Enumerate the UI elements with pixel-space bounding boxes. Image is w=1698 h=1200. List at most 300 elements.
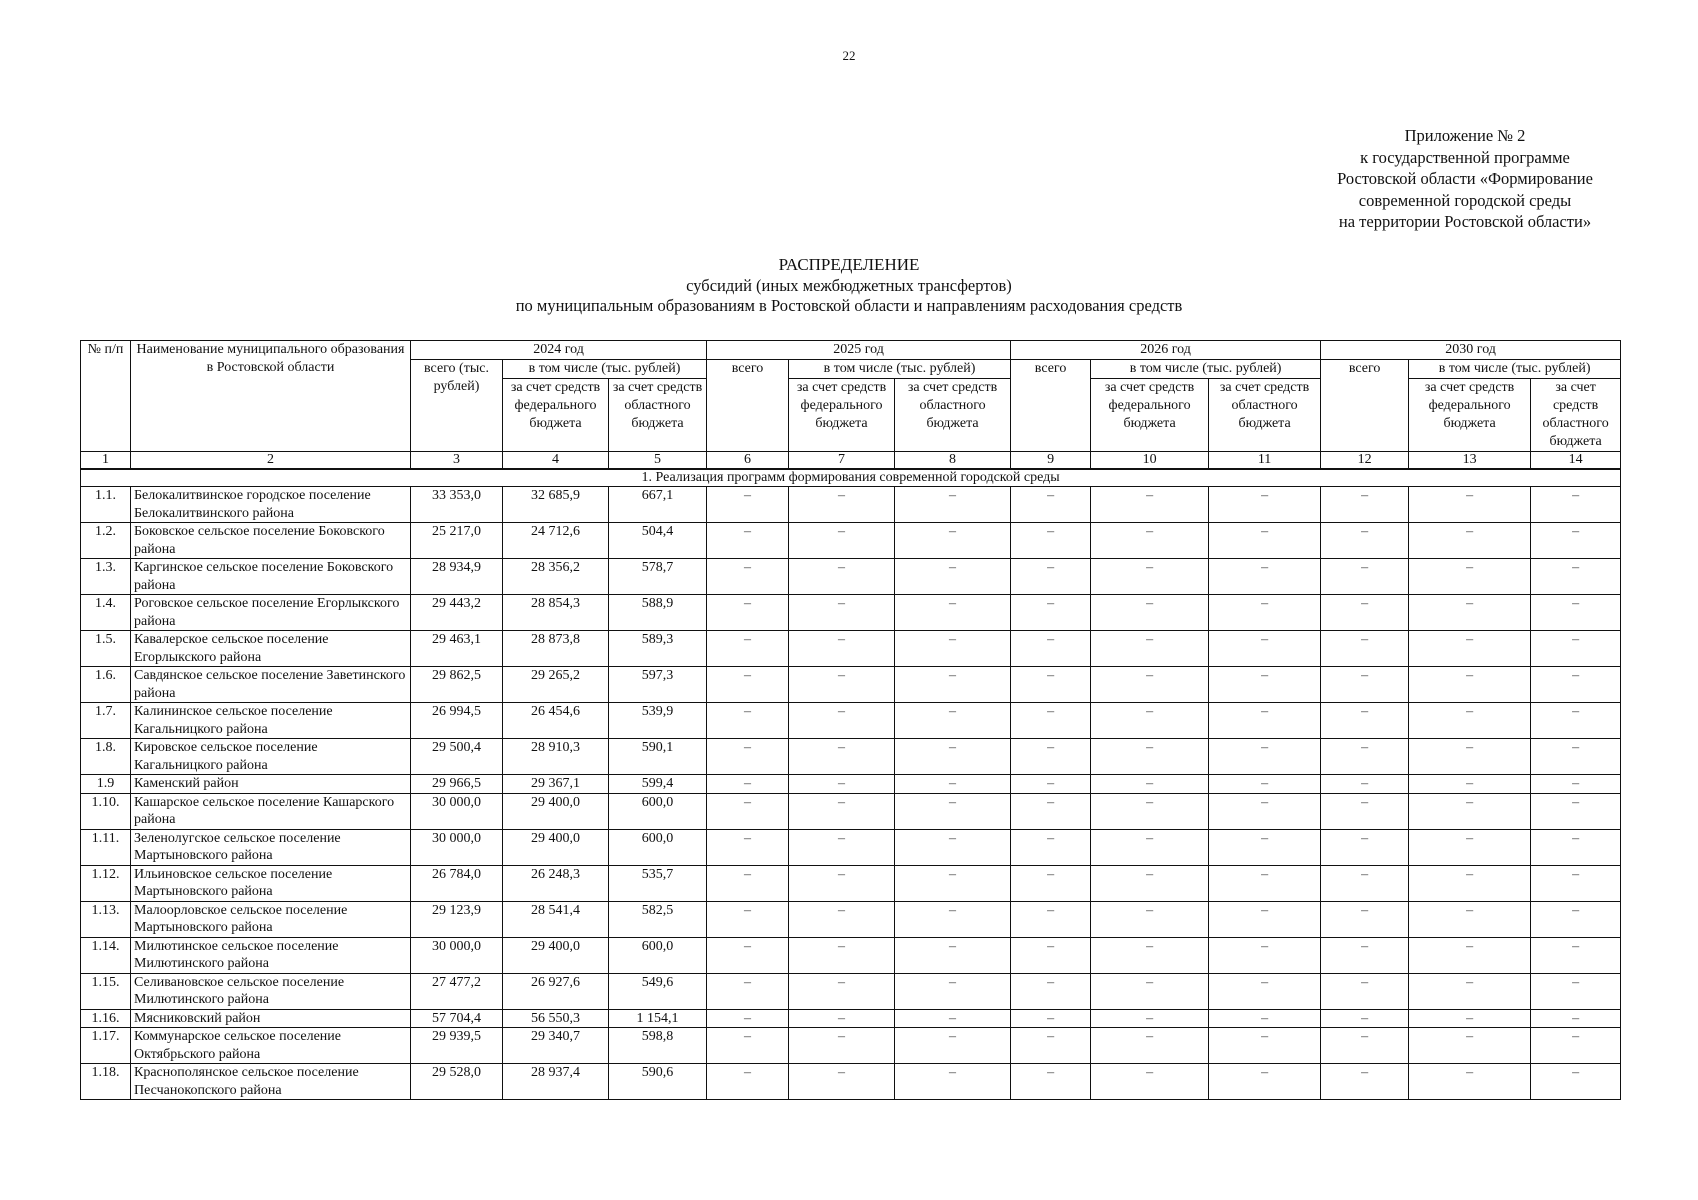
- federal-2024: 26 248,3: [503, 865, 609, 901]
- row-number: 1.7.: [81, 703, 131, 739]
- empty-value-dash: –: [1321, 937, 1409, 973]
- empty-value-dash: –: [895, 631, 1011, 667]
- empty-value-dash: –: [1011, 703, 1091, 739]
- empty-value-dash: –: [1409, 667, 1531, 703]
- row-number: 1.8.: [81, 739, 131, 775]
- empty-value-dash: –: [1531, 775, 1621, 794]
- empty-value-dash: –: [1011, 793, 1091, 829]
- empty-value-dash: –: [1321, 1009, 1409, 1028]
- empty-value-dash: –: [707, 739, 789, 775]
- federal-2024: 56 550,3: [503, 1009, 609, 1028]
- empty-value-dash: –: [1209, 937, 1321, 973]
- empty-value-dash: –: [707, 1009, 789, 1028]
- empty-value-dash: –: [789, 631, 895, 667]
- empty-value-dash: –: [1409, 523, 1531, 559]
- federal-2024: 29 367,1: [503, 775, 609, 794]
- empty-value-dash: –: [1321, 559, 1409, 595]
- empty-value-dash: –: [1531, 829, 1621, 865]
- empty-value-dash: –: [789, 829, 895, 865]
- title-main: РАСПРЕДЕЛЕНИЕ: [778, 255, 920, 274]
- column-number: 7: [789, 452, 895, 470]
- table-row: [81, 1028, 1621, 1064]
- empty-value-dash: –: [1409, 1028, 1531, 1064]
- total-2024: 26 994,5: [411, 703, 503, 739]
- municipality-name: Милютинское сельское поселение Милютинского района: [131, 937, 411, 973]
- header-num: № п/п: [81, 341, 131, 452]
- empty-value-dash: –: [1409, 901, 1531, 937]
- regional-2024: 504,4: [609, 523, 707, 559]
- empty-value-dash: –: [789, 973, 895, 1009]
- table-row: [81, 1009, 1621, 1028]
- empty-value-dash: –: [1209, 865, 1321, 901]
- empty-value-dash: –: [707, 667, 789, 703]
- total-2024: 57 704,4: [411, 1009, 503, 1028]
- empty-value-dash: –: [895, 667, 1011, 703]
- regional-2024: 590,6: [609, 1064, 707, 1100]
- empty-value-dash: –: [1409, 559, 1531, 595]
- header-federal-2025: за счет средств федерального бюджета: [789, 379, 895, 452]
- empty-value-dash: –: [1531, 1064, 1621, 1100]
- total-2024: 33 353,0: [411, 487, 503, 523]
- appendix-line: Ростовской области «Формирование: [1337, 169, 1593, 188]
- federal-2024: 32 685,9: [503, 487, 609, 523]
- empty-value-dash: –: [789, 1009, 895, 1028]
- empty-value-dash: –: [1011, 487, 1091, 523]
- empty-value-dash: –: [707, 865, 789, 901]
- municipality-name: Кавалерское сельское поселение Егорлыкского района: [131, 631, 411, 667]
- total-2024: 30 000,0: [411, 829, 503, 865]
- total-2024: 30 000,0: [411, 937, 503, 973]
- empty-value-dash: –: [1321, 523, 1409, 559]
- total-2024: 29 862,5: [411, 667, 503, 703]
- empty-value-dash: –: [1011, 1009, 1091, 1028]
- empty-value-dash: –: [1091, 703, 1209, 739]
- municipality-name: Роговское сельское поселение Егорлыкского района: [131, 595, 411, 631]
- empty-value-dash: –: [1531, 937, 1621, 973]
- empty-value-dash: –: [1409, 775, 1531, 794]
- column-number: 9: [1011, 452, 1091, 470]
- federal-2024: 29 400,0: [503, 829, 609, 865]
- empty-value-dash: –: [1209, 973, 1321, 1009]
- column-number: 8: [895, 452, 1011, 470]
- empty-value-dash: –: [1321, 703, 1409, 739]
- empty-value-dash: –: [789, 703, 895, 739]
- table-row: [81, 973, 1621, 1009]
- empty-value-dash: –: [789, 667, 895, 703]
- empty-value-dash: –: [1091, 829, 1209, 865]
- table-row: [81, 937, 1621, 973]
- empty-value-dash: –: [1531, 523, 1621, 559]
- table-row: [81, 865, 1621, 901]
- empty-value-dash: –: [895, 487, 1011, 523]
- regional-2024: 600,0: [609, 937, 707, 973]
- empty-value-dash: –: [1409, 703, 1531, 739]
- empty-value-dash: –: [1209, 667, 1321, 703]
- empty-value-dash: –: [789, 901, 895, 937]
- municipality-name: Белокалитвинское городское поселение Белокалитвинского района: [131, 487, 411, 523]
- empty-value-dash: –: [1409, 595, 1531, 631]
- municipality-name: Зеленолугское сельское поселение Мартыновского района: [131, 829, 411, 865]
- header-name: Наименование муниципального образования в Ростовской области: [131, 341, 411, 452]
- row-number: 1.3.: [81, 559, 131, 595]
- total-2024: 25 217,0: [411, 523, 503, 559]
- column-number: 12: [1321, 452, 1409, 470]
- empty-value-dash: –: [1091, 775, 1209, 794]
- title-subtitle: по муниципальным образованиям в Ростовской области и направлениям расходования средств: [515, 296, 1183, 315]
- row-number: 1.14.: [81, 937, 131, 973]
- header-regional-2026: за счет средств областного бюджета: [1209, 379, 1321, 452]
- section-row: [81, 469, 1621, 487]
- table-row: [81, 703, 1621, 739]
- row-number: 1.11.: [81, 829, 131, 865]
- empty-value-dash: –: [1209, 901, 1321, 937]
- empty-value-dash: –: [1321, 1064, 1409, 1100]
- total-2024: 26 784,0: [411, 865, 503, 901]
- appendix-line: на территории Ростовской области»: [1338, 212, 1592, 231]
- regional-2024: 582,5: [609, 901, 707, 937]
- empty-value-dash: –: [1209, 703, 1321, 739]
- empty-value-dash: –: [789, 793, 895, 829]
- empty-value-dash: –: [789, 865, 895, 901]
- empty-value-dash: –: [1531, 739, 1621, 775]
- table-row: [81, 793, 1621, 829]
- empty-value-dash: –: [1531, 973, 1621, 1009]
- empty-value-dash: –: [707, 793, 789, 829]
- federal-2024: 29 340,7: [503, 1028, 609, 1064]
- federal-2024: 26 454,6: [503, 703, 609, 739]
- federal-2024: 29 400,0: [503, 937, 609, 973]
- empty-value-dash: –: [707, 973, 789, 1009]
- row-number: 1.10.: [81, 793, 131, 829]
- empty-value-dash: –: [1011, 1064, 1091, 1100]
- table-row: [81, 559, 1621, 595]
- header-total-2026: всего: [1011, 360, 1091, 452]
- empty-value-dash: –: [895, 793, 1011, 829]
- municipality-name: Каргинское сельское поселение Боковского района: [131, 559, 411, 595]
- row-number: 1.2.: [81, 523, 131, 559]
- column-number: 3: [411, 452, 503, 470]
- empty-value-dash: –: [1321, 631, 1409, 667]
- empty-value-dash: –: [1409, 1009, 1531, 1028]
- appendix-line: современной городской среды: [1358, 190, 1572, 210]
- regional-2024: 600,0: [609, 829, 707, 865]
- table-row: [81, 901, 1621, 937]
- empty-value-dash: –: [1409, 739, 1531, 775]
- empty-value-dash: –: [1091, 865, 1209, 901]
- total-2024: 29 966,5: [411, 775, 503, 794]
- page-number: 22: [842, 48, 856, 63]
- empty-value-dash: –: [1321, 595, 1409, 631]
- empty-value-dash: –: [1531, 559, 1621, 595]
- empty-value-dash: –: [1091, 739, 1209, 775]
- empty-value-dash: –: [1011, 667, 1091, 703]
- federal-2024: 28 910,3: [503, 739, 609, 775]
- column-number: 6: [707, 452, 789, 470]
- empty-value-dash: –: [895, 559, 1011, 595]
- empty-value-dash: –: [707, 595, 789, 631]
- empty-value-dash: –: [895, 865, 1011, 901]
- empty-value-dash: –: [1409, 937, 1531, 973]
- empty-value-dash: –: [707, 937, 789, 973]
- row-number: 1.16.: [81, 1009, 131, 1028]
- empty-value-dash: –: [1011, 937, 1091, 973]
- empty-value-dash: –: [1091, 559, 1209, 595]
- empty-value-dash: –: [895, 1064, 1011, 1100]
- total-2024: 27 477,2: [411, 973, 503, 1009]
- empty-value-dash: –: [1209, 1064, 1321, 1100]
- municipality-name: Коммунарское сельское поселение Октябрьского района: [131, 1028, 411, 1064]
- empty-value-dash: –: [1091, 937, 1209, 973]
- table-row: [81, 739, 1621, 775]
- total-2024: 29 500,4: [411, 739, 503, 775]
- empty-value-dash: –: [1091, 1064, 1209, 1100]
- row-number: 1.15.: [81, 973, 131, 1009]
- empty-value-dash: –: [1321, 793, 1409, 829]
- empty-value-dash: –: [1091, 487, 1209, 523]
- federal-2024: 29 265,2: [503, 667, 609, 703]
- empty-value-dash: –: [1011, 631, 1091, 667]
- table-row: [81, 523, 1621, 559]
- federal-2024: 28 937,4: [503, 1064, 609, 1100]
- federal-2024: 24 712,6: [503, 523, 609, 559]
- column-number: 11: [1209, 452, 1321, 470]
- total-2024: 29 528,0: [411, 1064, 503, 1100]
- header-year-2026: 2026 год: [1011, 341, 1321, 360]
- municipality-name: Калининское сельское поселение Кагальницкого района: [131, 703, 411, 739]
- table-row: [81, 1064, 1621, 1100]
- empty-value-dash: –: [1531, 595, 1621, 631]
- empty-value-dash: –: [789, 739, 895, 775]
- empty-value-dash: –: [1321, 487, 1409, 523]
- row-number: 1.6.: [81, 667, 131, 703]
- empty-value-dash: –: [1209, 487, 1321, 523]
- empty-value-dash: –: [1091, 793, 1209, 829]
- empty-value-dash: –: [789, 937, 895, 973]
- empty-value-dash: –: [1011, 595, 1091, 631]
- federal-2024: 26 927,6: [503, 973, 609, 1009]
- empty-value-dash: –: [1409, 1064, 1531, 1100]
- empty-value-dash: –: [895, 595, 1011, 631]
- empty-value-dash: –: [1011, 973, 1091, 1009]
- regional-2024: 597,3: [609, 667, 707, 703]
- empty-value-dash: –: [1321, 829, 1409, 865]
- empty-value-dash: –: [1409, 829, 1531, 865]
- regional-2024: 589,3: [609, 631, 707, 667]
- empty-value-dash: –: [1321, 667, 1409, 703]
- column-number: 2: [131, 452, 411, 470]
- empty-value-dash: –: [1011, 775, 1091, 794]
- column-number: 14: [1531, 452, 1621, 470]
- regional-2024: 539,9: [609, 703, 707, 739]
- column-number: 5: [609, 452, 707, 470]
- regional-2024: 590,1: [609, 739, 707, 775]
- federal-2024: 29 400,0: [503, 793, 609, 829]
- empty-value-dash: –: [707, 523, 789, 559]
- empty-value-dash: –: [707, 829, 789, 865]
- empty-value-dash: –: [895, 1028, 1011, 1064]
- row-number: 1.18.: [81, 1064, 131, 1100]
- empty-value-dash: –: [789, 1064, 895, 1100]
- row-number: 1.4.: [81, 595, 131, 631]
- section-title: 1. Реализация программ формирования современной городской среды: [81, 469, 1621, 487]
- empty-value-dash: –: [1321, 973, 1409, 1009]
- empty-value-dash: –: [895, 703, 1011, 739]
- municipality-name: Селивановское сельское поселение Милютинского района: [131, 973, 411, 1009]
- empty-value-dash: –: [707, 1028, 789, 1064]
- regional-2024: 599,4: [609, 775, 707, 794]
- empty-value-dash: –: [1011, 559, 1091, 595]
- regional-2024: 578,7: [609, 559, 707, 595]
- empty-value-dash: –: [1531, 901, 1621, 937]
- empty-value-dash: –: [1531, 631, 1621, 667]
- column-number: 4: [503, 452, 609, 470]
- empty-value-dash: –: [1011, 1028, 1091, 1064]
- empty-value-dash: –: [707, 703, 789, 739]
- total-2024: 29 939,5: [411, 1028, 503, 1064]
- municipality-name: Краснополянское сельское поселение Песчанокопского района: [131, 1064, 411, 1100]
- header-incl-2024: в том числе (тыс. рублей): [503, 360, 707, 379]
- table-row: [81, 775, 1621, 794]
- municipality-name: Кировское сельское поселение Кагальницкого района: [131, 739, 411, 775]
- empty-value-dash: –: [1531, 865, 1621, 901]
- empty-value-dash: –: [1091, 595, 1209, 631]
- empty-value-dash: –: [1209, 775, 1321, 794]
- empty-value-dash: –: [789, 595, 895, 631]
- total-2024: 30 000,0: [411, 793, 503, 829]
- empty-value-dash: –: [1209, 829, 1321, 865]
- municipality-name: Малоорловское сельское поселение Мартыновского района: [131, 901, 411, 937]
- empty-value-dash: –: [1409, 793, 1531, 829]
- empty-value-dash: –: [1091, 973, 1209, 1009]
- empty-value-dash: –: [895, 973, 1011, 1009]
- appendix-note: [1295, 125, 1635, 233]
- header-total-2025: всего: [707, 360, 789, 452]
- municipality-name: Савдянское сельское поселение Заветинского района: [131, 667, 411, 703]
- empty-value-dash: –: [789, 775, 895, 794]
- empty-value-dash: –: [1011, 739, 1091, 775]
- empty-value-dash: –: [789, 559, 895, 595]
- empty-value-dash: –: [1209, 793, 1321, 829]
- row-number: 1.13.: [81, 901, 131, 937]
- empty-value-dash: –: [1531, 1009, 1621, 1028]
- header-year-2025: 2025 год: [707, 341, 1011, 360]
- empty-value-dash: –: [1209, 559, 1321, 595]
- table-row: [81, 631, 1621, 667]
- table-row: [81, 487, 1621, 523]
- municipality-name: Мясниковский район: [131, 1009, 411, 1028]
- empty-value-dash: –: [1011, 901, 1091, 937]
- empty-value-dash: –: [707, 487, 789, 523]
- municipality-name: Боковское сельское поселение Боковского района: [131, 523, 411, 559]
- header-row: [81, 341, 1621, 360]
- empty-value-dash: –: [895, 937, 1011, 973]
- header-incl-2026: в том числе (тыс. рублей): [1091, 360, 1321, 379]
- empty-value-dash: –: [1409, 973, 1531, 1009]
- column-number: 13: [1409, 452, 1531, 470]
- regional-2024: 549,6: [609, 973, 707, 1009]
- empty-value-dash: –: [1321, 1028, 1409, 1064]
- regional-2024: 1 154,1: [609, 1009, 707, 1028]
- empty-value-dash: –: [895, 775, 1011, 794]
- row-number: 1.9: [81, 775, 131, 794]
- empty-value-dash: –: [707, 559, 789, 595]
- municipality-name: Ильиновское сельское поселение Мартыновского района: [131, 865, 411, 901]
- empty-value-dash: –: [1011, 523, 1091, 559]
- empty-value-dash: –: [1321, 775, 1409, 794]
- empty-value-dash: –: [1531, 793, 1621, 829]
- header-regional-2030: за счет средств областного бюджета: [1531, 379, 1621, 452]
- empty-value-dash: –: [789, 487, 895, 523]
- column-number-row: [81, 452, 1621, 470]
- empty-value-dash: –: [1531, 703, 1621, 739]
- regional-2024: 588,9: [609, 595, 707, 631]
- federal-2024: 28 873,8: [503, 631, 609, 667]
- header-incl-2025: в том числе (тыс. рублей): [789, 360, 1011, 379]
- empty-value-dash: –: [789, 523, 895, 559]
- empty-value-dash: –: [1091, 901, 1209, 937]
- distribution-table: [80, 340, 1621, 1100]
- document-title: [0, 255, 1698, 317]
- municipality-name: Кашарское сельское поселение Кашарского района: [131, 793, 411, 829]
- empty-value-dash: –: [1091, 631, 1209, 667]
- header-year-2024: 2024 год: [411, 341, 707, 360]
- total-2024: 29 443,2: [411, 595, 503, 631]
- empty-value-dash: –: [707, 1064, 789, 1100]
- empty-value-dash: –: [1321, 865, 1409, 901]
- empty-value-dash: –: [1091, 1009, 1209, 1028]
- regional-2024: 535,7: [609, 865, 707, 901]
- table-row: [81, 595, 1621, 631]
- total-2024: 29 123,9: [411, 901, 503, 937]
- federal-2024: 28 356,2: [503, 559, 609, 595]
- header-federal-2030: за счет средств федерального бюджета: [1409, 379, 1531, 452]
- empty-value-dash: –: [1531, 667, 1621, 703]
- empty-value-dash: –: [1209, 631, 1321, 667]
- row-number: 1.12.: [81, 865, 131, 901]
- empty-value-dash: –: [1409, 631, 1531, 667]
- empty-value-dash: –: [707, 901, 789, 937]
- empty-value-dash: –: [1091, 1028, 1209, 1064]
- empty-value-dash: –: [707, 775, 789, 794]
- empty-value-dash: –: [1209, 1009, 1321, 1028]
- empty-value-dash: –: [789, 1028, 895, 1064]
- empty-value-dash: –: [1091, 667, 1209, 703]
- table-row: [81, 829, 1621, 865]
- header-federal-2024: за счет средств федерального бюджета: [503, 379, 609, 452]
- empty-value-dash: –: [895, 1009, 1011, 1028]
- appendix-line: Приложение № 2: [1404, 126, 1526, 145]
- column-number: 1: [81, 452, 131, 470]
- empty-value-dash: –: [1209, 739, 1321, 775]
- row-number: 1.1.: [81, 487, 131, 523]
- federal-2024: 28 854,3: [503, 595, 609, 631]
- appendix-line: к государственной программе: [1360, 147, 1570, 167]
- empty-value-dash: –: [1209, 1028, 1321, 1064]
- empty-value-dash: –: [707, 631, 789, 667]
- empty-value-dash: –: [1091, 523, 1209, 559]
- header-regional-2024: за счет средств областного бюджета: [609, 379, 707, 452]
- total-2024: 28 934,9: [411, 559, 503, 595]
- empty-value-dash: –: [895, 739, 1011, 775]
- empty-value-dash: –: [895, 829, 1011, 865]
- header-regional-2025: за счет средств областного бюджета: [895, 379, 1011, 452]
- header-incl-2030: в том числе (тыс. рублей): [1409, 360, 1621, 379]
- empty-value-dash: –: [1409, 865, 1531, 901]
- federal-2024: 28 541,4: [503, 901, 609, 937]
- row-number: 1.17.: [81, 1028, 131, 1064]
- title-subtitle: субсидий (иных межбюджетных трансфертов): [686, 275, 1012, 295]
- regional-2024: 600,0: [609, 793, 707, 829]
